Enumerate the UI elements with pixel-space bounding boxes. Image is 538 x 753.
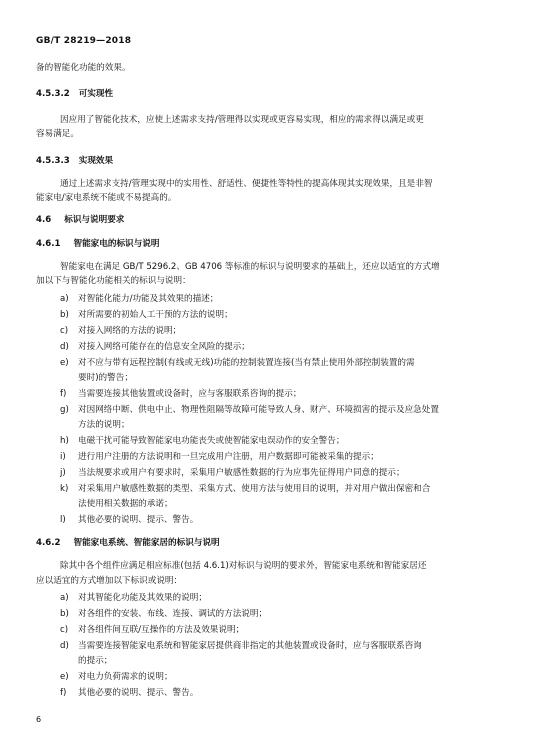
- section-title: 智能家电的标识与说明: [73, 239, 160, 249]
- paragraph-line: 通过上述需求支持/管理实现中的实用性、舒适性、便捷性等特性的提高体现其实现效果，且是非智: [60, 179, 433, 189]
- list-item-text: 对采集用户敏感性数据的类型、采集方式、使用方法与使用目的说明，并对用户做出保密和合: [78, 484, 431, 494]
- list-item-label: c): [60, 326, 69, 336]
- list-item-text: 当法规要求或用户有要求时，采集用户敏感性数据的行为应事先征得用户同意的提示；: [78, 468, 405, 478]
- list-item-text: 其他必要的说明、提示、警告。: [78, 688, 199, 698]
- paragraph-line: 智能家电在满足 GB/T 5296.2、GB 4706 等标准的标识与说明要求的基础上，还应以适宜的方式增: [60, 262, 440, 272]
- section-title: 可实现性: [78, 89, 114, 99]
- list-item: [0, 640, 538, 668]
- list-item-label: j): [60, 468, 66, 478]
- list-item-label: h): [60, 436, 69, 446]
- list-item-text: 对各组件间互联/互操作的方法及效果说明；: [78, 625, 245, 635]
- list-item: [0, 404, 538, 432]
- list-item-label: i): [60, 452, 66, 462]
- list-item-label: b): [60, 609, 69, 619]
- list-item-text: 对不应与带有远程控制(有线或无线)功能的控制装置连接(当有禁止使用外部控制装置的需: [78, 358, 415, 368]
- section-number: 4.6: [36, 215, 52, 225]
- paragraph-line: 加以下与智能化功能相关的标识与说明：: [36, 276, 191, 286]
- section-number: 4.5.3.2: [36, 89, 70, 99]
- list-item-text: 电磁干扰可能导致智能家电功能丧失或使智能家电误动作的安全警告；: [78, 436, 345, 446]
- list-item-text: 对智能化能力/功能及其效果的描述；: [78, 294, 219, 304]
- list-item-text: 方法的说明；: [78, 420, 130, 430]
- list-item-label: c): [60, 625, 69, 635]
- list-item-text: 法使用相关数据的承诺；: [78, 499, 173, 509]
- paragraph-line: 应以适宜的方式增加以下标识或说明：: [36, 576, 183, 586]
- list-item-text: 的提示；: [78, 656, 113, 666]
- list-item-text: 对各组件的安装、布线、连接、调试的方法说明；: [78, 609, 268, 619]
- section-4-6-2-heading: [36, 537, 220, 549]
- section-title: 标识与说明要求: [64, 215, 125, 225]
- list-item: [0, 483, 538, 511]
- list-item-text: 进行用户注册的方法说明和一旦完成用户注册，用户数据即可能被采集的提示；: [78, 452, 379, 462]
- paragraph-line: 因应用了智能化技术，应使上述需求支持/管理得以实现或更容易实现，相应的需求得以满足或更: [60, 115, 424, 125]
- list-item-text: 其他必要的说明、提示、警告。: [78, 515, 199, 525]
- list-item-text: 对其智能化功能及其效果的说明；: [78, 593, 207, 603]
- list-item-text: 对接入网络的方法的说明；: [78, 326, 182, 336]
- section-number: 4.6.2: [36, 538, 61, 548]
- list-item-label: e): [60, 672, 69, 682]
- list-item-label: a): [60, 593, 69, 603]
- list-item-label: b): [60, 310, 69, 320]
- continued-paragraph: 备的智能化功能的效果。: [36, 63, 131, 73]
- list-item-label: f): [60, 389, 67, 399]
- page-number: 6: [36, 715, 42, 724]
- section-4-6-heading: [36, 214, 124, 226]
- section-4-5-3-2-heading: [36, 88, 113, 100]
- standard-code-header: GB/T 28219—2018: [36, 36, 132, 46]
- list-item-label: l): [60, 515, 66, 525]
- list-item-text: 要时)的警告；: [78, 373, 133, 383]
- list-item-text: 对因网络中断、供电中止、物理性阻隔等故障可能导致人身、财产、环境损害的提示及应急处置: [78, 405, 439, 415]
- list-item-label: g): [60, 405, 69, 415]
- section-4-6-1-heading: [36, 238, 159, 250]
- list-item-text: 对电力负荷需求的说明；: [78, 672, 173, 682]
- list-item-label: d): [60, 641, 69, 651]
- section-number: 4.6.1: [36, 239, 61, 249]
- paragraph-line: 能家电/家电系统不能或不易提高的。: [36, 193, 177, 203]
- list-item-label: f): [60, 688, 67, 698]
- list-item-label: a): [60, 294, 69, 304]
- list-item-text: 当需要连接其他装置或设备时，应与客服联系咨询的提示；: [78, 389, 302, 399]
- section-title: 智能家电系统、智能家居的标识与说明: [73, 538, 220, 548]
- list-item-label: d): [60, 342, 69, 352]
- list-item-text: 对接入网络可能存在的信息安全风险的提示；: [78, 342, 250, 352]
- list-item-text: 当需要连接智能家电系统和智能家居提供商非指定的其他装置或设备时，应与客服联系咨询: [78, 641, 422, 651]
- list-item-text: 对所需要的初始人工干预的方法的说明；: [78, 310, 233, 320]
- list-item-label: e): [60, 358, 69, 368]
- list-item: [0, 357, 538, 385]
- section-4-5-3-3-heading: [36, 155, 113, 167]
- list-item-label: k): [60, 484, 69, 494]
- section-title: 实现效果: [78, 156, 114, 166]
- paragraph-line: 容易满足。: [36, 129, 79, 139]
- paragraph-line: 除其中各个组件应满足相应标准(包括 4.6.1)对标识与说明的要求外，智能家电系统和智能家居还: [60, 561, 427, 571]
- section-number: 4.5.3.3: [36, 156, 70, 166]
